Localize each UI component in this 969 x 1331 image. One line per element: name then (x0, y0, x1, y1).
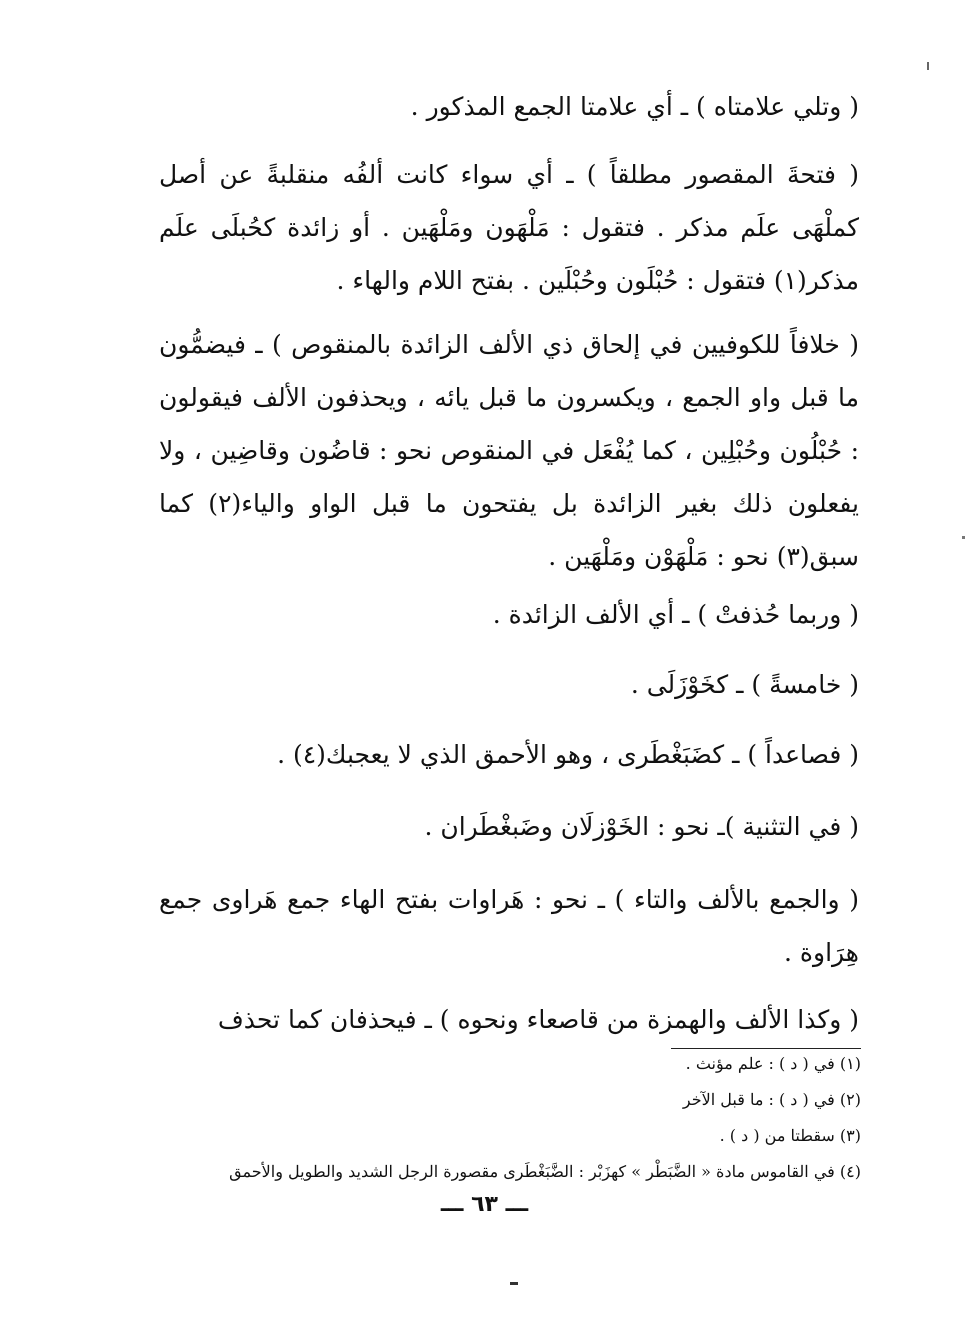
footnote-2: (٢) في ( د ) : ما قبل الآخر (682, 1090, 861, 1109)
margin-mark (962, 536, 965, 539)
paragraph-9: ( وكذا الألف والهمزة من قاصعاء ونحوه ) ـ فيحذفان كما تحذف (217, 1005, 859, 1034)
paragraph-1: ( وتلي علامتاه ) ـ أي علامتا الجمع المذكور . (410, 92, 859, 121)
margin-mark (927, 62, 929, 70)
paragraph-7: ( في التثنية )ـ نحو : الخَوْزلَان وضَبغْطَران . (424, 812, 859, 841)
paragraph-5: ( خامسةً ) ـ كخَوْزَلَى . (630, 670, 859, 699)
footnote-1: (١) في ( د ) : علم مؤنث . (685, 1054, 861, 1073)
paragraph-8: ( والجمع بالألف والتاء ) ـ نحو : هَراوات بفتح الهاء جمع هَراوى جمع هِرَاوة . (159, 885, 859, 967)
footnote-3: (٣) سقطتا من ( د ) . (719, 1126, 861, 1145)
paragraph-2: ( فتحةَ المقصور مطلقاً ) ـ أي سواء كانت ألفُه منقلبةً عن أصل كملْهَى علَم مذكر . فتقول : مَلْهَون ومَلْهَين . أو زائدة كحُبلَى علَم مذكر(١) فتقول : حُبْلَون وحُبْلَين . بفتح اللام والهاء . (159, 160, 859, 295)
paragraph-4: ( وربما حُذفتْ ) ـ أي الألف الزائدة . (492, 600, 859, 629)
page-number: ـــ ٦٣ ـــ (440, 1192, 529, 1217)
scan-speck (510, 1282, 518, 1285)
paragraph-6: ( فصاعداً ) ـ كضَبَغْطَرى ، وهو الأحمق الذي لا يعجبك(٤) . (277, 740, 859, 769)
footnotes (161, 1046, 861, 1190)
paragraph-3: ( خلافاً للكوفيين في إلحاق ذي الألف الزائدة بالمنقوص ) ـ فيضمُّون ما قبل واو الجمع ، ويكسرون ما قبل يائه ، ويحذفون الألف فيقولون : حُبْلُون وحُبْلِين ، كما يُفْعَل في المنقوص نحو : قاضُون وقاضِين ، ولا يفعلون ذلك بغير الزائدة بل يفتحون ما قبل الواو والياء(٢) كما سبق(٣) نحو : مَلْهَوْن ومَلْهَين . (159, 330, 859, 571)
footnote-4: (٤) في القاموس مادة « الضَّبَطْر » كهزَبْر : الضَّبَغْطَرى مقصورة الرجل الشديد والطويل والأحمق (229, 1162, 861, 1181)
